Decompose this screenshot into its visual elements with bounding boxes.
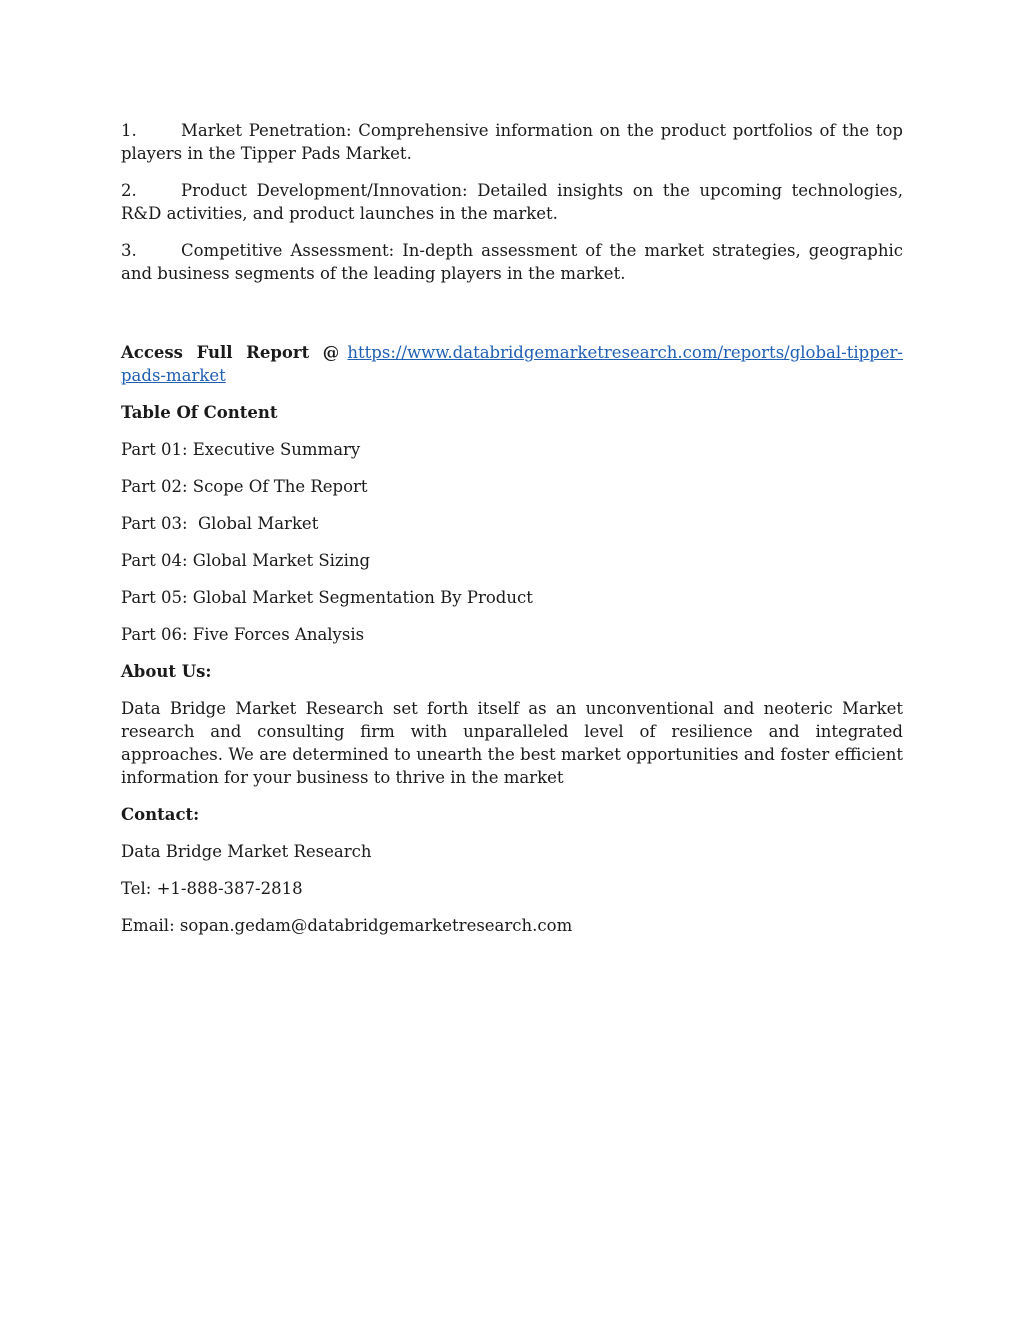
- item-text: Product Development/Innovation: Detailed insights on the upcoming technologies, R&D activities, and product launches in the market.: [121, 181, 903, 223]
- contact-tel: Tel: +1-888-387-2818: [121, 879, 303, 898]
- item-text: Competitive Assessment: In-depth assessment of the market strategies, geographic and business segments of the leading players in the market.: [121, 241, 903, 283]
- report-link[interactable]: https://www.databridgemarketresearch.com/reports/global-tipper-pads-market: [121, 343, 903, 385]
- numbered-item-1: [121, 119, 903, 165]
- contact-company: Data Bridge Market Research: [121, 842, 372, 861]
- contact-email: Email: sopan.gedam@databridgemarketresearch.com: [121, 916, 573, 935]
- item-number: 1.: [121, 121, 137, 140]
- toc-heading: Table Of Content: [121, 403, 278, 422]
- item-number: 3.: [121, 241, 137, 260]
- access-label: Access Full Report @: [121, 343, 340, 362]
- about-text: Data Bridge Market Research set forth itself as an unconventional and neoteric Market research and consulting firm with unparalleled level of resilience and integrated approaches. We are determined to unearth the best market opportunities and foster efficient information for your business to thrive in the market: [121, 699, 903, 787]
- toc-item: Part 03: Global Market: [121, 514, 319, 533]
- access-full-report: [121, 341, 903, 387]
- numbered-item-2: [121, 179, 903, 225]
- numbered-item-3: [121, 239, 903, 285]
- toc-item: Part 01: Executive Summary: [121, 440, 361, 459]
- item-text: Market Penetration: Comprehensive information on the product portfolios of the top players in the Tipper Pads Market.: [121, 121, 903, 163]
- toc-item: Part 05: Global Market Segmentation By Product: [121, 588, 533, 607]
- document-page: [121, 119, 903, 951]
- toc-item: Part 06: Five Forces Analysis: [121, 625, 365, 644]
- about-heading: About Us:: [121, 662, 212, 681]
- toc-item: Part 02: Scope Of The Report: [121, 477, 368, 496]
- toc-item: Part 04: Global Market Sizing: [121, 551, 371, 570]
- contact-heading: Contact:: [121, 805, 200, 824]
- item-number: 2.: [121, 181, 137, 200]
